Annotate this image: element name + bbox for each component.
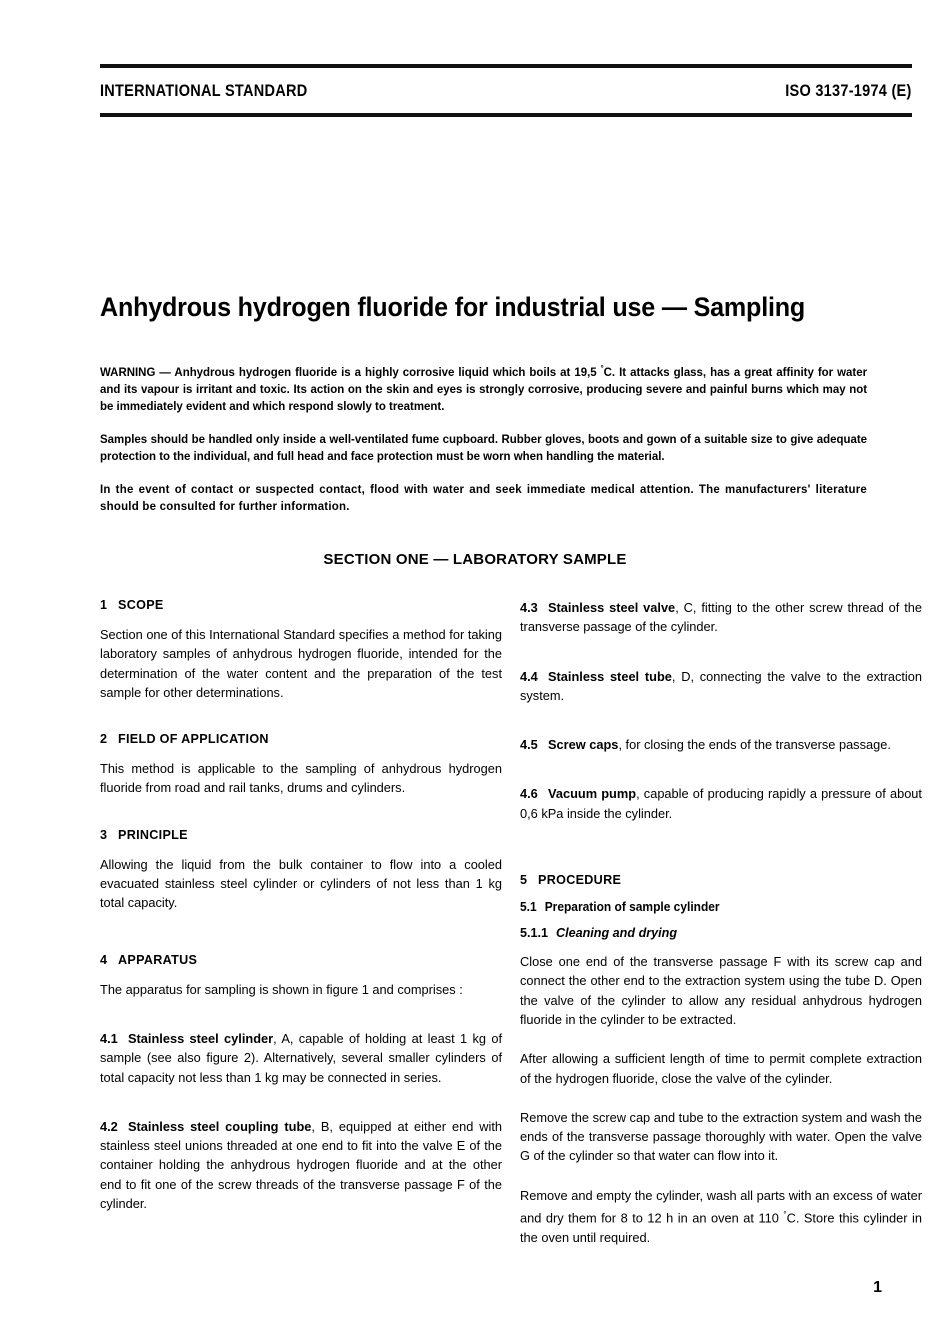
procedure-paragraph-4 <box>520 1186 922 1247</box>
apparatus-item-lead <box>100 1031 273 1046</box>
clause-number: 2 <box>100 732 108 747</box>
clause-number: 4 <box>100 952 108 967</box>
apparatus-item-term: Stainless steel tube <box>548 668 672 684</box>
procedure-paragraph-3: Remove the screw cap and tube to the extraction system and wash the ends of the transverse passage thoroughly with water. Open the valve G of the cylinder so that water can flow into it. <box>520 1109 922 1164</box>
subclause-heading-preparation <box>520 900 902 914</box>
procedure-paragraph-4-pre: Remove and empty the cylinder, wash all parts with an excess of water and dry them for 8 to 12 h in an oven at 110 <box>520 1187 922 1226</box>
scope-body: Section one of this International Standard specifies a method for taking laboratory samples of anhydrous hydrogen fluoride, intended for the determination of the water content and the preparation of the test sample for other determinations. <box>100 627 502 700</box>
clause-heading-apparatus <box>100 953 502 967</box>
apparatus-item <box>520 784 922 823</box>
apparatus-item-text: , capable of producing rapidly a pressure of about 0,6 kPa inside the cylinder. <box>520 786 922 821</box>
page-header <box>100 64 912 117</box>
procedure-paragraph-1: Close one end of the transverse passage F with its screw cap and connect the other end to the extraction system using the tube D. Open the valve of the cylinder to allow any residual anhydrous hydrogen fluoride in the cylinder to be extracted. <box>520 954 922 1027</box>
apparatus-item-term: Stainless steel cylinder <box>128 1030 274 1046</box>
apparatus-item-text: , D, connecting the valve to the extraction system. <box>520 668 923 703</box>
clause-heading-procedure <box>520 873 922 887</box>
clause-heading-scope <box>100 598 502 612</box>
apparatus-item <box>100 1029 502 1087</box>
field-of-application-body: This method is applicable to the sampling of anhydrous hydrogen fluoride from road and rail tanks, drums and cylinders. <box>100 761 502 796</box>
header-row <box>100 68 912 113</box>
apparatus-item-number: 4.3 <box>520 600 538 615</box>
subsubclause-title: Cleaning and drying <box>556 926 678 941</box>
spacer <box>100 1107 502 1117</box>
apparatus-item-term: Screw caps <box>548 737 619 753</box>
warning-paragraph-1-pre: WARNING — Anhydrous hydrogen fluoride is a highly corrosive liquid which boils at 19,5 <box>100 365 601 380</box>
apparatus-item-term: Vacuum pump <box>548 786 637 802</box>
apparatus-item-text: , C, fitting to the other screw thread of the transverse passage of the cylinder. <box>520 600 922 635</box>
apparatus-item <box>100 1117 502 1213</box>
subclause-title: Preparation of sample cylinder <box>544 900 720 915</box>
apparatus-item-lead <box>520 786 636 801</box>
apparatus-item-term: Stainless steel coupling tube <box>128 1118 312 1134</box>
clause-heading-principle <box>100 828 502 842</box>
spacer <box>520 725 922 735</box>
warning-paragraph-2: Samples should be handled only inside a well-ventilated fume cupboard. Rubber gloves, boots and gown of a suitable size to give adequate protection to the individual, and full head and face protection must be worn when handling the material. <box>100 432 868 464</box>
clause-title: PROCEDURE <box>538 873 622 888</box>
apparatus-item-term: Stainless steel valve <box>548 600 676 615</box>
document-title: Anhydrous hydrogen fluoride for industrial use — Sampling <box>100 292 806 323</box>
subsubclause-heading-cleaning-and-drying <box>520 926 922 940</box>
apparatus-item <box>520 667 922 706</box>
apparatus-item-lead <box>520 669 672 684</box>
procedure-paragraph-4-post: C. Store this cylinder in the oven until required. <box>520 1210 922 1245</box>
warning-paragraph-3: In the event of contact or suspected contact, flood with water and seek immediate medical attention. The manufacturers' literature should be consulted for further information. <box>100 482 868 514</box>
clause-heading-field-of-application <box>100 732 502 746</box>
apparatus-item-text: , A, capable of holding at least 1 kg of sample (see also figure 2). Alternatively, several smaller cylinders of total capacity not less than 1 kg may be connected in series. <box>100 1030 503 1085</box>
apparatus-item-number: 4.6 <box>520 786 538 802</box>
clause-number: 3 <box>100 827 108 842</box>
apparatus-item-number: 4.4 <box>520 668 538 684</box>
spacer <box>100 1019 502 1029</box>
header-rule-bottom <box>100 113 912 117</box>
degree-sign-icon: ° <box>783 1210 787 1220</box>
standard-reference: ISO 3137-1974 (E) <box>785 82 912 100</box>
left-column <box>100 598 502 1213</box>
warning-block <box>100 360 916 515</box>
clause-title: FIELD OF APPLICATION <box>118 732 269 747</box>
apparatus-item-text: , B, equipped at either end with stainless steel unions threaded at one end to fit into the valve E of the container holding the anhydrous hydrogen fluoride and at the other end to fit one of the screw threads of the transverse passage F of the cylinder. <box>100 1118 502 1212</box>
clause-number: 5 <box>520 873 528 888</box>
apparatus-item-lead <box>100 1119 311 1134</box>
apparatus-item-lead <box>520 600 675 615</box>
apparatus-item-lead <box>520 737 618 752</box>
spacer <box>100 722 502 732</box>
right-column <box>520 598 922 1247</box>
warning-paragraph-1-post: C. It attacks glass, has a great affinity for water and its vapour is irritant and toxic. Its action on the skin and eyes is strongly corrosive, producing severe and painful burns which may not be immediately evident and which respond slowly to treatment. <box>100 365 868 414</box>
apparatus-item-number: 4.2 <box>100 1118 118 1134</box>
spacer <box>520 657 922 667</box>
apparatus-intro: The apparatus for sampling is shown in figure 1 and comprises : <box>100 981 463 997</box>
degree-sign-icon: ° <box>600 364 604 373</box>
apparatus-item-number: 4.5 <box>520 737 538 753</box>
principle-body: Allowing the liquid from the bulk container to flow into a cooled evacuated stainless steel cylinder or cylinders of not less than 1 kg total capacity. <box>100 856 502 911</box>
spacer <box>520 774 922 784</box>
clause-title: SCOPE <box>118 598 164 612</box>
clause-number: 1 <box>100 598 108 612</box>
spacer <box>100 933 502 953</box>
spacer <box>520 843 922 873</box>
warning-paragraph-1 <box>100 360 867 415</box>
apparatus-item <box>520 598 922 637</box>
spacer <box>100 818 502 828</box>
clause-title: PRINCIPLE <box>118 827 188 842</box>
apparatus-item-text: , for closing the ends of the transverse passage. <box>618 737 891 753</box>
procedure-paragraph-2: After allowing a sufficient length of time to permit complete extraction of the hydrogen fluoride, close the valve of the cylinder. <box>520 1051 922 1086</box>
section-banner: SECTION ONE — LABORATORY SAMPLE <box>323 551 627 568</box>
apparatus-item-number: 4.1 <box>100 1030 118 1046</box>
clause-title: APPARATUS <box>118 952 198 967</box>
subsubclause-number: 5.1.1 <box>520 926 549 941</box>
subclause-number: 5.1 <box>520 900 537 915</box>
standard-label: INTERNATIONAL STANDARD <box>100 82 308 100</box>
page-number: 1 <box>873 1279 882 1296</box>
apparatus-item <box>520 735 922 754</box>
